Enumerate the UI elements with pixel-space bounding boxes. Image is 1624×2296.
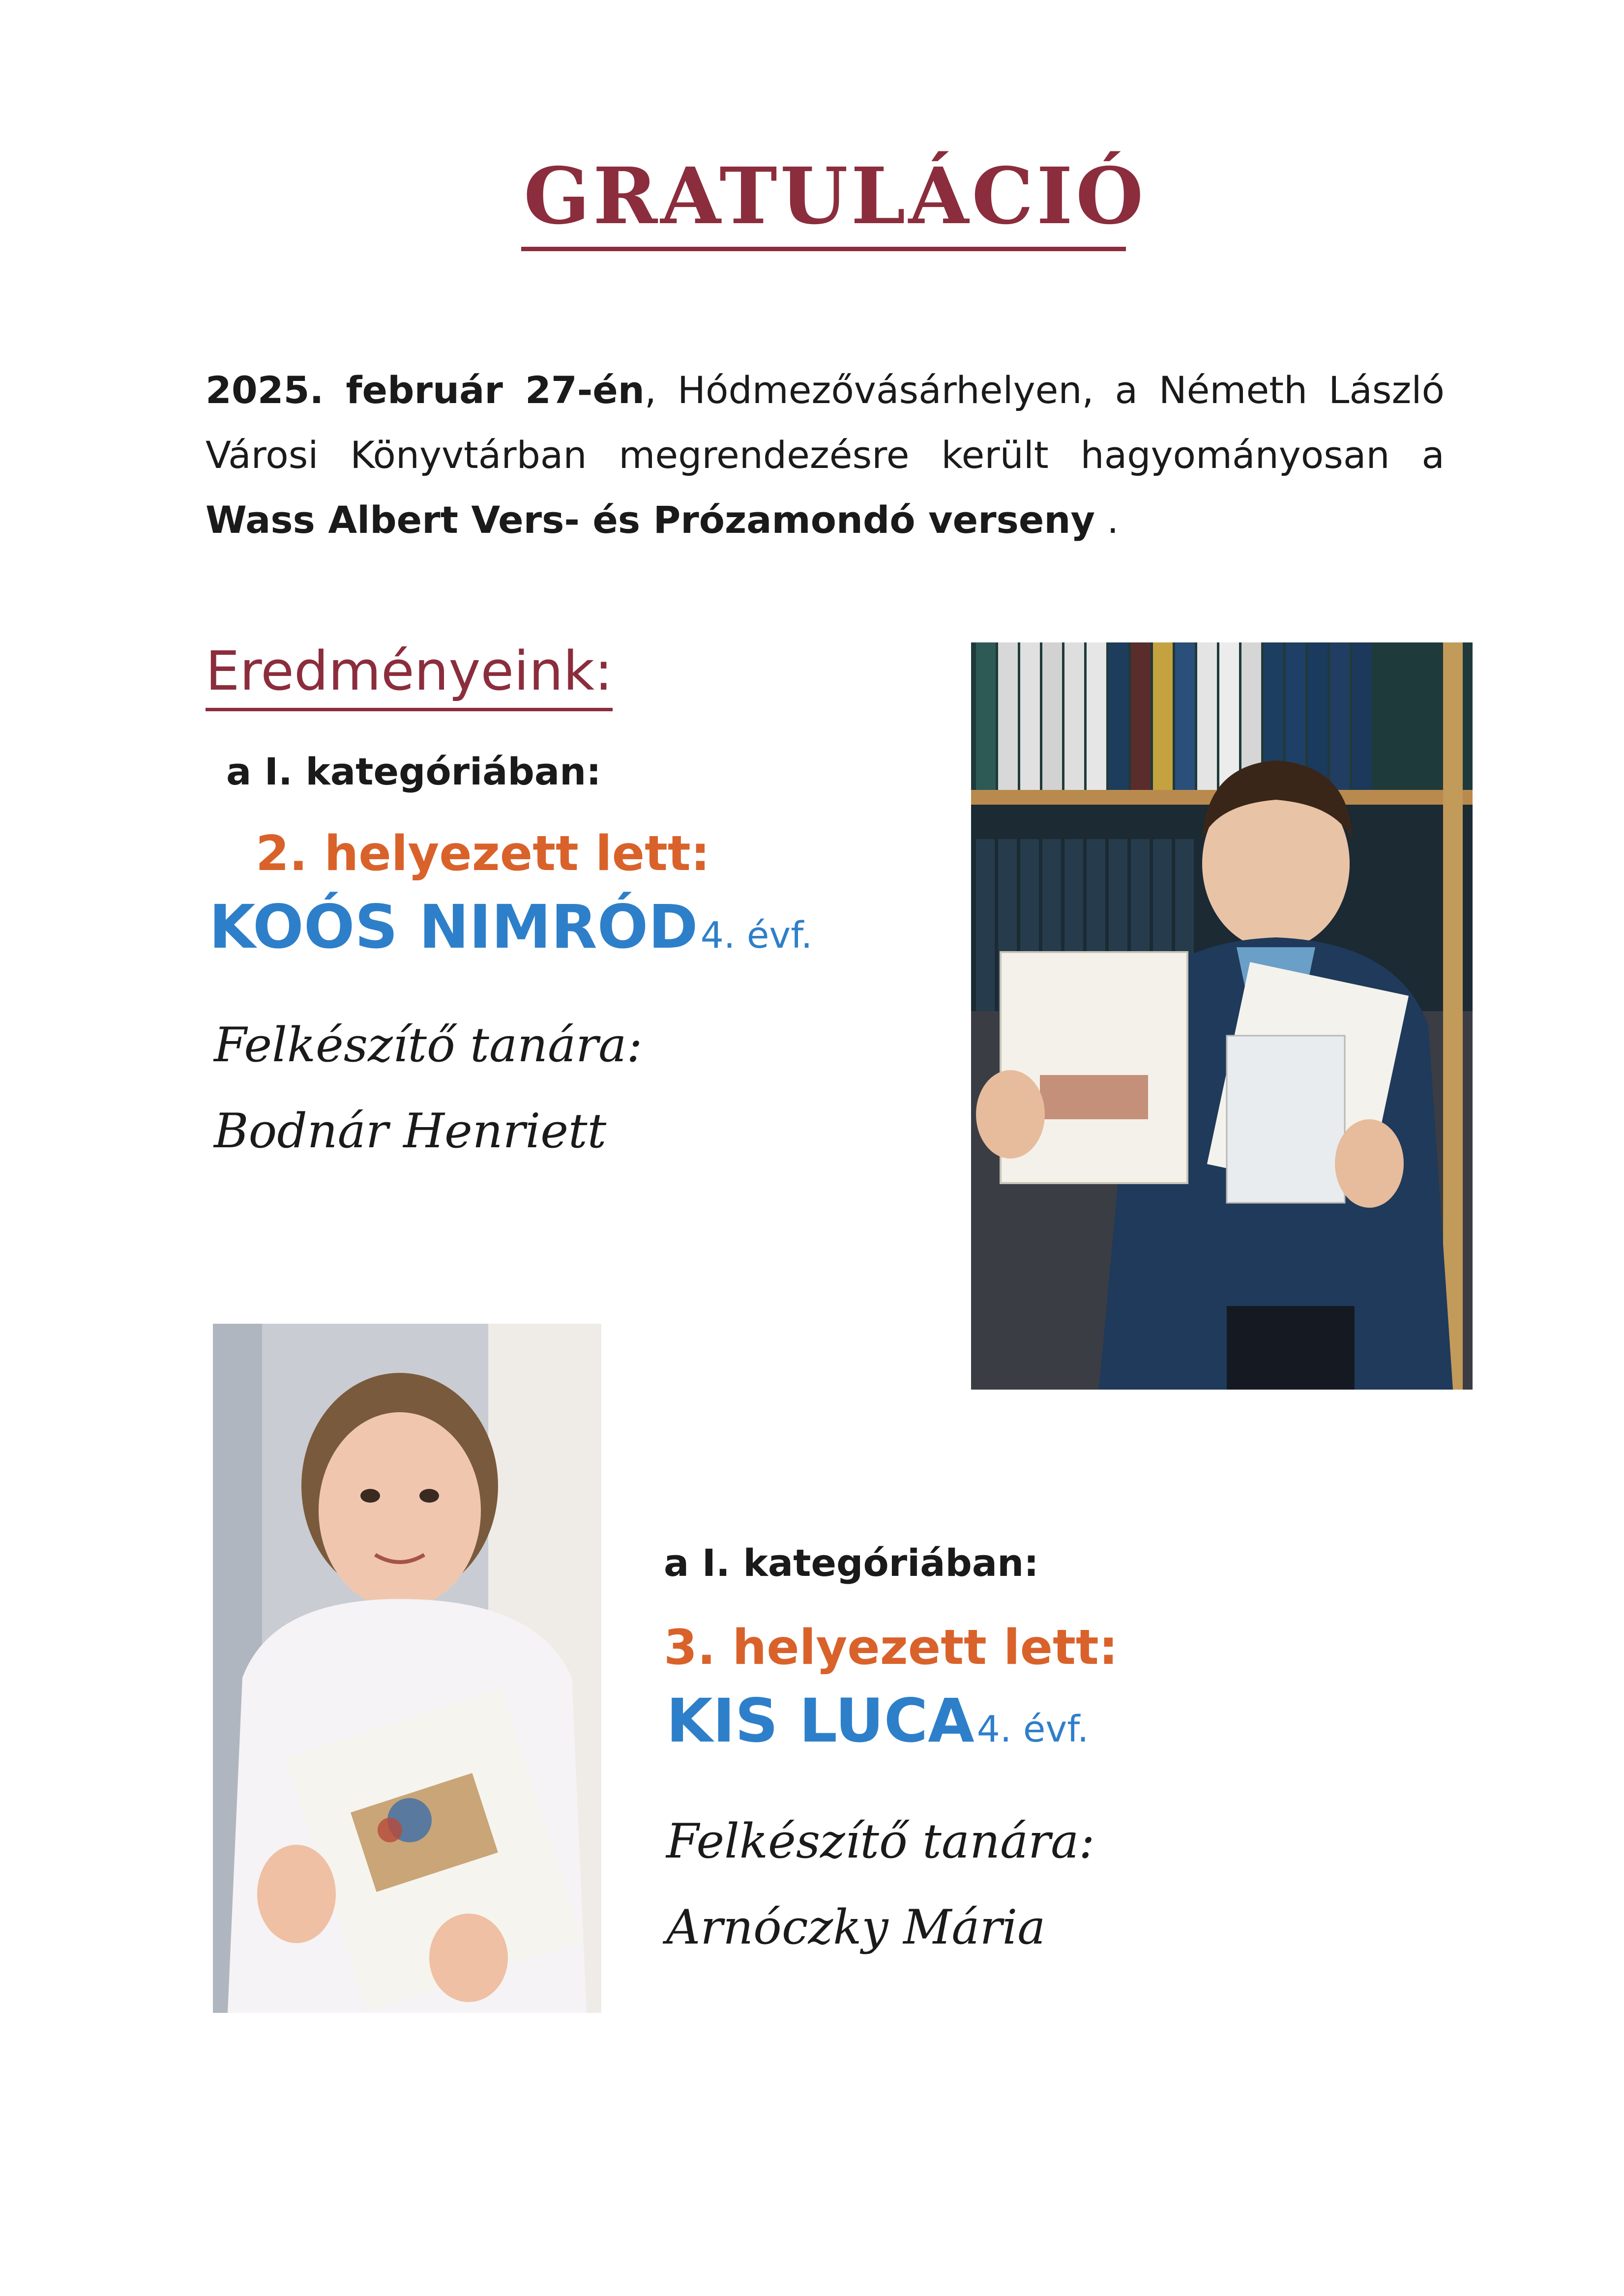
winner-2-category: a I. kategóriában:	[664, 1541, 1039, 1585]
winner-2-photo-illustration	[213, 1324, 601, 2013]
intro-paragraph	[206, 358, 1445, 552]
page-title: GRATULÁCIÓ	[524, 151, 1147, 242]
winner-1-category: a I. kategóriában:	[226, 750, 601, 793]
winner-1-teacher-label: Felkészítő tanára:	[214, 1017, 643, 1073]
winner-1-photo-illustration	[971, 642, 1473, 1390]
winner-2-teacher-name: Arnóczky Mária	[666, 1900, 1046, 1955]
winner-1-name-line	[209, 892, 812, 962]
winner-1-grade: 4. évf.	[700, 914, 813, 957]
winner-2-place: 3. helyezett lett:	[664, 1620, 1118, 1676]
intro-end: .	[1095, 498, 1119, 542]
winner-1-name: KOÓS NIMRÓD	[209, 892, 698, 962]
winner-2-name: KIS LUCA	[666, 1686, 974, 1756]
winner-1-photo	[971, 642, 1473, 1390]
competition-name: Wass Albert Vers- és Prózamondó verseny	[206, 498, 1095, 542]
winner-1-teacher-name: Bodnár Henriett	[214, 1104, 607, 1159]
intro-text: , Hódmezővásárhelyen, a Németh László Városi Könyvtárban megrendezésre került hagyományosan a	[206, 368, 1445, 477]
winner-2-photo	[213, 1324, 601, 2013]
winner-2-grade: 4. évf.	[976, 1708, 1089, 1750]
winner-2-name-line	[666, 1686, 1089, 1756]
results-heading: Eredményeink:	[206, 639, 613, 711]
title-underline	[521, 247, 1126, 251]
winner-1-place: 2. helyezett lett:	[256, 826, 710, 882]
winner-2-teacher-label: Felkészítő tanára:	[666, 1814, 1095, 1869]
intro-date: 2025. február 27-én	[206, 368, 645, 412]
